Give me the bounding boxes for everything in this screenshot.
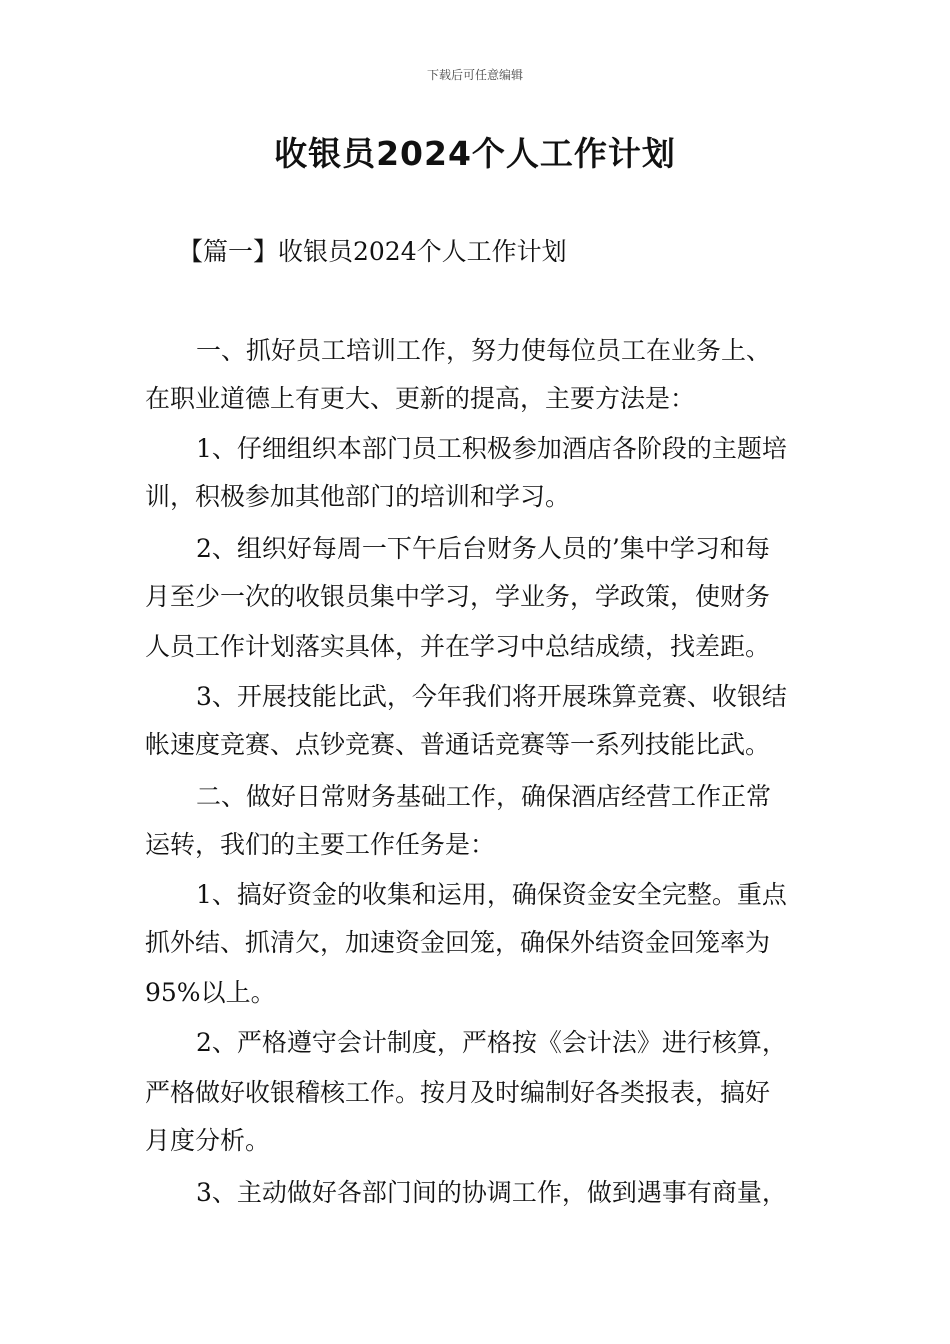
paragraph-line: 月度分析。: [145, 1126, 271, 1155]
paragraph-line: 2、严格遵守会计制度，严格按《会计法》进行核算，: [196, 1028, 787, 1057]
paragraph-line: 95%以上。: [145, 978, 276, 1007]
document-title: 收银员2024个人工作计划: [274, 134, 676, 173]
paragraph-line: 训，积极参加其他部门的培训和学习。: [145, 482, 571, 511]
paragraph-line: 月至少一次的收银员集中学习，学业务，学政策，使财务: [145, 582, 771, 611]
paragraph-line: 人员工作计划落实具体，并在学习中总结成绩，找差距。: [145, 632, 771, 661]
header-note: 下载后可任意编辑: [426, 68, 523, 82]
paragraph-line: 在职业道德上有更大、更新的提高，主要方法是：: [145, 384, 696, 413]
paragraph-line: 3、开展技能比武，今年我们将开展珠算竞赛、收银结: [196, 682, 787, 711]
paragraph-line: 3、主动做好各部门间的协调工作，做到遇事有商量，: [196, 1178, 787, 1207]
section-heading: 【篇一】收银员2024个人工作计划: [178, 237, 567, 266]
paragraph-line: 帐速度竞赛、点钞竞赛、普通话竞赛等一系列技能比武。: [145, 730, 771, 759]
paragraph-line: 2、组织好每周一下午后台财务人员的’集中学习和每: [196, 534, 770, 563]
paragraph-line: 1、搞好资金的收集和运用，确保资金安全完整。重点: [196, 880, 787, 909]
paragraph-line: 抓外结、抓清欠，加速资金回笼，确保外结资金回笼率为: [145, 928, 771, 957]
paragraph-line: 1、仔细组织本部门员工积极参加酒店各阶段的主题培: [196, 434, 787, 463]
paragraph-line: 运转，我们的主要工作任务是：: [145, 830, 496, 859]
paragraph-line: 二、做好日常财务基础工作，确保酒店经营工作正常: [196, 782, 772, 811]
paragraph-line: 一、抓好员工培训工作，努力使每位员工在业务上、: [196, 336, 772, 365]
paragraph-line: 严格做好收银稽核工作。按月及时编制好各类报表，搞好: [145, 1078, 771, 1107]
